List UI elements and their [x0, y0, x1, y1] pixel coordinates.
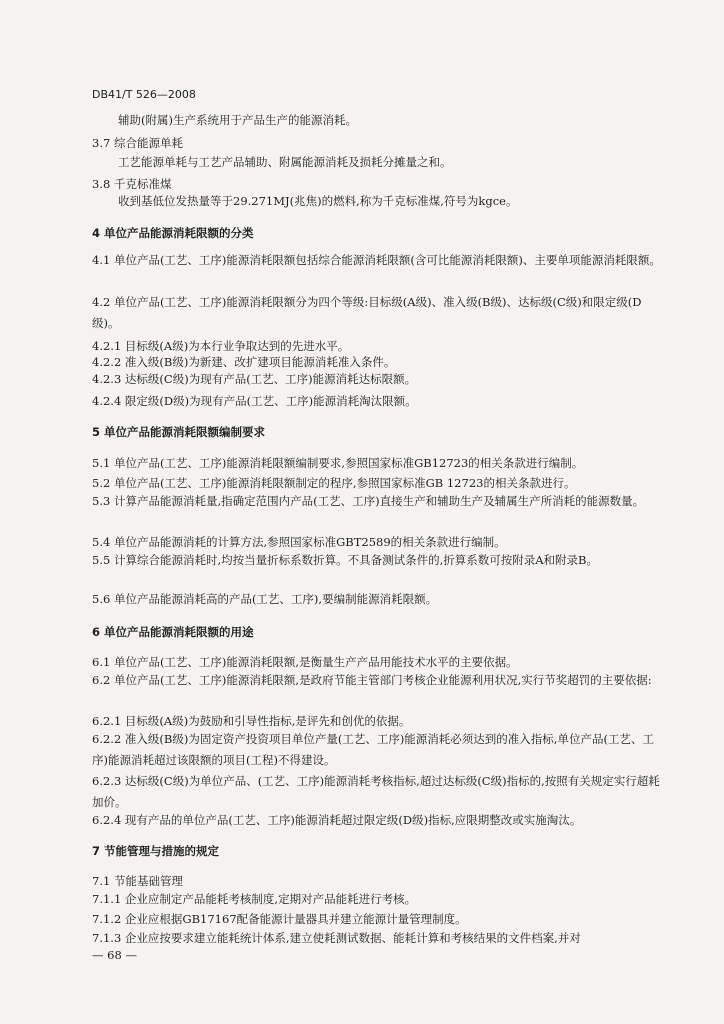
page-number: — 68 — [92, 948, 137, 962]
clause-6-1: 6.1 单位产品(工艺、工序)能源消耗限额,是衡量生产产品用能技术水平的主要依据。 [92, 655, 518, 669]
clause-5-1: 5.1 单位产品(工艺、工序)能源消耗限额编制要求,参照国家标准GB12723的相关条款进行编制。 [92, 456, 584, 470]
clause-4-1: 4.1 单位产品(工艺、工序)能源消耗限额包括综合能源消耗限额(含可比能源消耗限额)、主要单项能源消耗限额。 [92, 253, 661, 267]
clause-5-4: 5.4 单位产品能源消耗的计算方法,参照国家标准GBT2589的相关条款进行编制。 [92, 535, 506, 549]
section-6-heading: 6 单位产品能源消耗限额的用途 [92, 625, 254, 639]
clause-4-2: 4.2 单位产品(工艺、工序)能源消耗限额分为四个等级:目标级(A级)、准入级(B级)、达标级(C级)和限定级(D级)。 [92, 295, 642, 330]
clause-7-1-1: 7.1.1 企业应制定产品能耗考核制度,定期对产品能耗进行考核。 [92, 892, 417, 906]
clause-4-2-4: 4.2.4 限定级(D级)为现有产品(工艺、工序)能源消耗淘汰限额。 [92, 394, 417, 408]
section-4-heading: 4 单位产品能源消耗限额的分类 [92, 226, 254, 240]
clause-5-2: 5.2 单位产品(工艺、工序)能源消耗限额制定的程序,参照国家标准GB 12723的相关条款进行。 [92, 476, 576, 490]
clause-3-7-text: 工艺能源单耗与工艺产品辅助、附属能源消耗及损耗分摊量之和。 [118, 155, 452, 169]
clause-4-2-2: 4.2.2 准入级(B级)为新建、改扩建项目能源消耗准入条件。 [92, 355, 396, 369]
clause-7-1: 7.1 节能基础管理 [92, 874, 183, 888]
clause-7-1-3: 7.1.3 企业应按要求建立能耗统计体系,建立使耗测试数据、能耗计算和考核结果的文件档案,并对 [92, 931, 581, 945]
clause-5-6: 5.6 单位产品能源消耗高的产品(工艺、工序),要编制能源消耗限额。 [92, 592, 438, 606]
clause-4-2-3: 4.2.3 达标级(C级)为现有产品(工艺、工序)能源消耗达标限额。 [92, 372, 417, 386]
clause-6-2: 6.2 单位产品(工艺、工序)能源消耗限额,是政府节能主管部门考核企业能源利用状况,实行节奖超罚的主要依据: [92, 673, 652, 687]
clause-6-2-2: 6.2.2 准入级(B级)为固定资产投资项目单位产量(工艺、工序)能源消耗必须达到的准入指标,单位产品(工艺、工序)能源消耗超过该限额的项目(工程)不得建设。 [92, 732, 654, 767]
section-5-heading: 5 单位产品能源消耗限额编制要求 [92, 425, 266, 439]
clause-5-5: 5.5 计算综合能源消耗时,均按当量折标系数折算。不具备测试条件的,折算系数可按附录A和附录B。 [92, 553, 599, 567]
clause-5-3: 5.3 计算产品能源消耗量,指确定范围内产品(工艺、工序)直接生产和辅助生产及辅属生产所消耗的能源数量。 [92, 494, 645, 508]
clause-6-2-3: 6.2.3 达标级(C级)为单位产品、(工艺、工序)能源消耗考核指标,超过达标级(C级)指标的,按照有关规定实行超耗加价。 [92, 774, 660, 809]
document-id: DB41/T 526—2008 [92, 88, 196, 101]
clause-3-7-title: 3.7 综合能源单耗 [92, 136, 183, 150]
clause-4-2-1: 4.2.1 目标级(A级)为本行业争取达到的先进水平。 [92, 339, 350, 353]
clause-6-2-1: 6.2.1 目标级(A级)为鼓励和引导性指标,是评先和创优的依据。 [92, 714, 411, 728]
paragraph-line: 辅助(附属)生产系统用于产品生产的能源消耗。 [118, 113, 357, 127]
clause-7-1-2: 7.1.2 企业应根据GB17167配备能源计量器具并建立能源计量管理制度。 [92, 912, 467, 926]
section-7-heading: 7 节能管理与措施的规定 [92, 844, 220, 858]
clause-3-8-text: 收到基低位发热量等于29.271MJ(兆焦)的燃料,称为千克标准煤,符号为kgce。 [118, 194, 518, 208]
clause-6-2-4: 6.2.4 现有产品的单位产品(工艺、工序)能源消耗超过限定级(D级)指标,应限期整改或实施淘汰。 [92, 813, 582, 827]
clause-3-8-title: 3.8 千克标准煤 [92, 177, 172, 191]
